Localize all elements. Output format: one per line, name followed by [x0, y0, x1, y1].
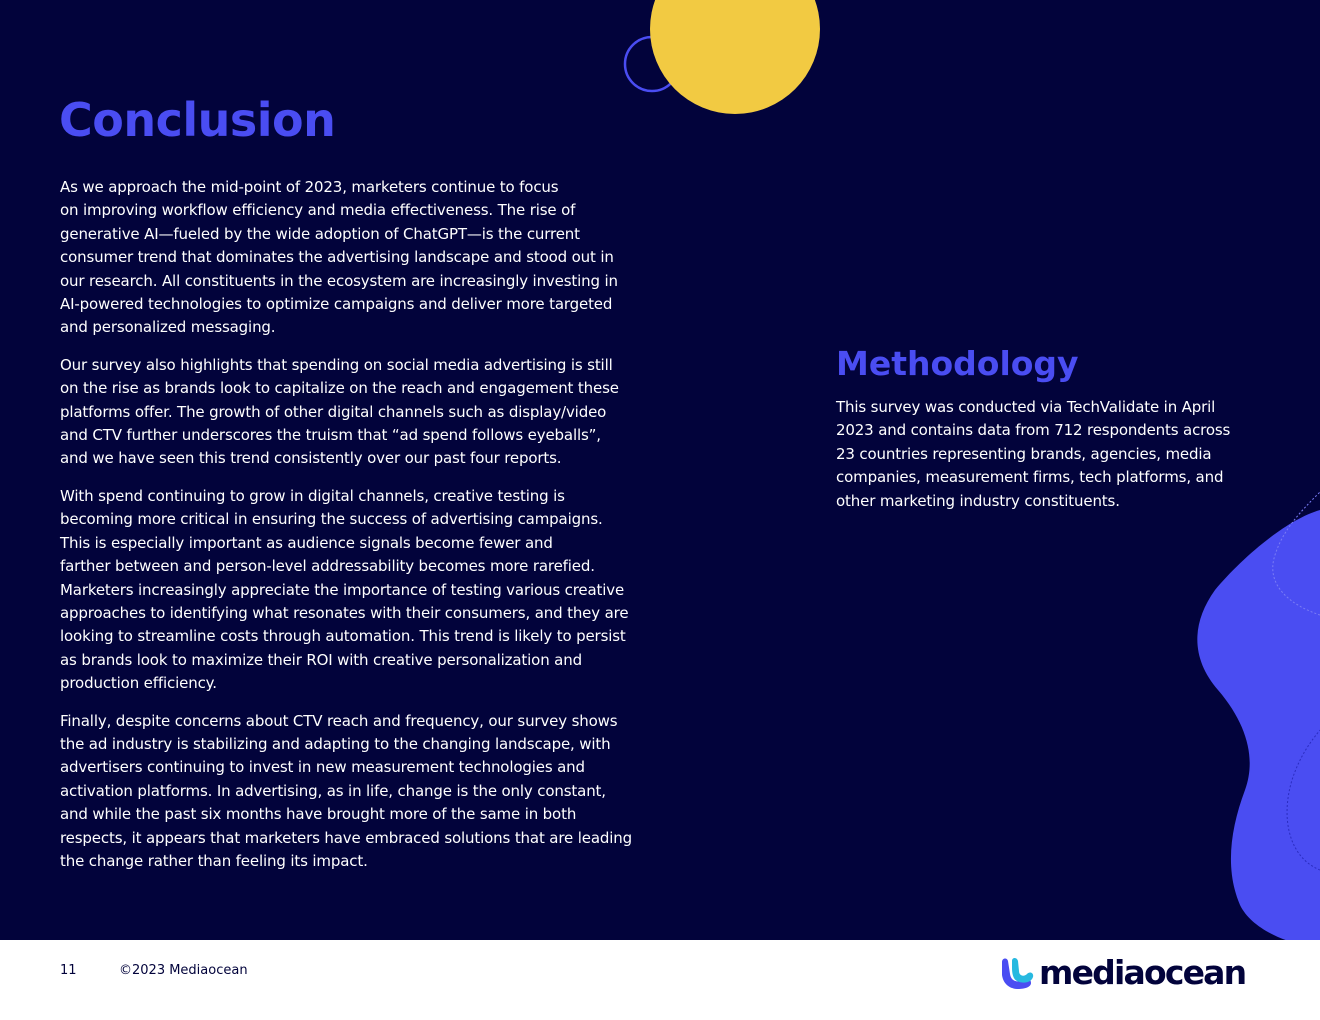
conclusion-paragraph: Finally, despite concerns about CTV reach and frequency, our survey shows the ad industry is stabilizing and adapting to the changing landscape, with advertisers continuing to invest in new measurement technologies and activation platforms. In advertising, as in life, change is the only constant, and while the past six months have brought more of the same in both respects, it appears that marketers have embraced solutions that are leading the change rather than feeling its impact.	[60, 711, 632, 870]
copyright-text: ©2023 Mediaocean	[119, 963, 248, 978]
mediaocean-logo	[998, 953, 1245, 993]
methodology-heading: Methodology	[836, 344, 1079, 383]
methodology-body: This survey was conducted via TechValidate in April 2023 and contains data from 712 respondents across 23 countries representing brands, agencies, media companies, measurement firms, tech platforms, and other marketing industry constituents.	[836, 398, 1231, 510]
conclusion-paragraph: As we approach the mid-point of 2023, marketers continue to focus on improving workflow efficiency and media effectiveness. The rise of generative AI—fueled by the wide adoption of ChatGPT—is the current consumer trend that dominates the advertising landscape and stood out in our research. All constituents in the ecosystem are increasingly investing in AI-powered technologies to optimize campaigns and deliver more targeted and personalized messaging.	[60, 178, 618, 337]
conclusion-body	[60, 176, 660, 887]
conclusion-paragraph: With spend continuing to grow in digital channels, creative testing is becoming more critical in ensuring the success of advertising campaigns. This is especially important as audience signals become fewer and farther between and person-level addressability becomes more rarefied. Marketers increasingly appreciate the importance of testing various creative approaches to identifying what resonates with their consumers, and they are looking to streamline costs through automation. This trend is likely to persist as brands look to maximize their ROI with creative personalization and production efficiency.	[60, 486, 629, 693]
page-number: 11	[60, 963, 77, 978]
footer	[0, 940, 1320, 1020]
blue-blob-decoration	[1197, 510, 1320, 940]
yellow-circle-decoration	[650, 0, 820, 114]
conclusion-heading: Conclusion	[59, 93, 336, 147]
mediaocean-logo-icon	[998, 956, 1036, 990]
conclusion-paragraph: Our survey also highlights that spending on social media advertising is still on the rise as brands look to capitalize on the reach and engagement these platforms offer. The growth of other digital channels such as display/video and CTV further underscores the truism that “ad spend follows eyeballs”, and we have seen this trend consistently over our past four reports.	[60, 355, 619, 468]
mediaocean-wordmark: mediaocean	[1039, 953, 1246, 992]
